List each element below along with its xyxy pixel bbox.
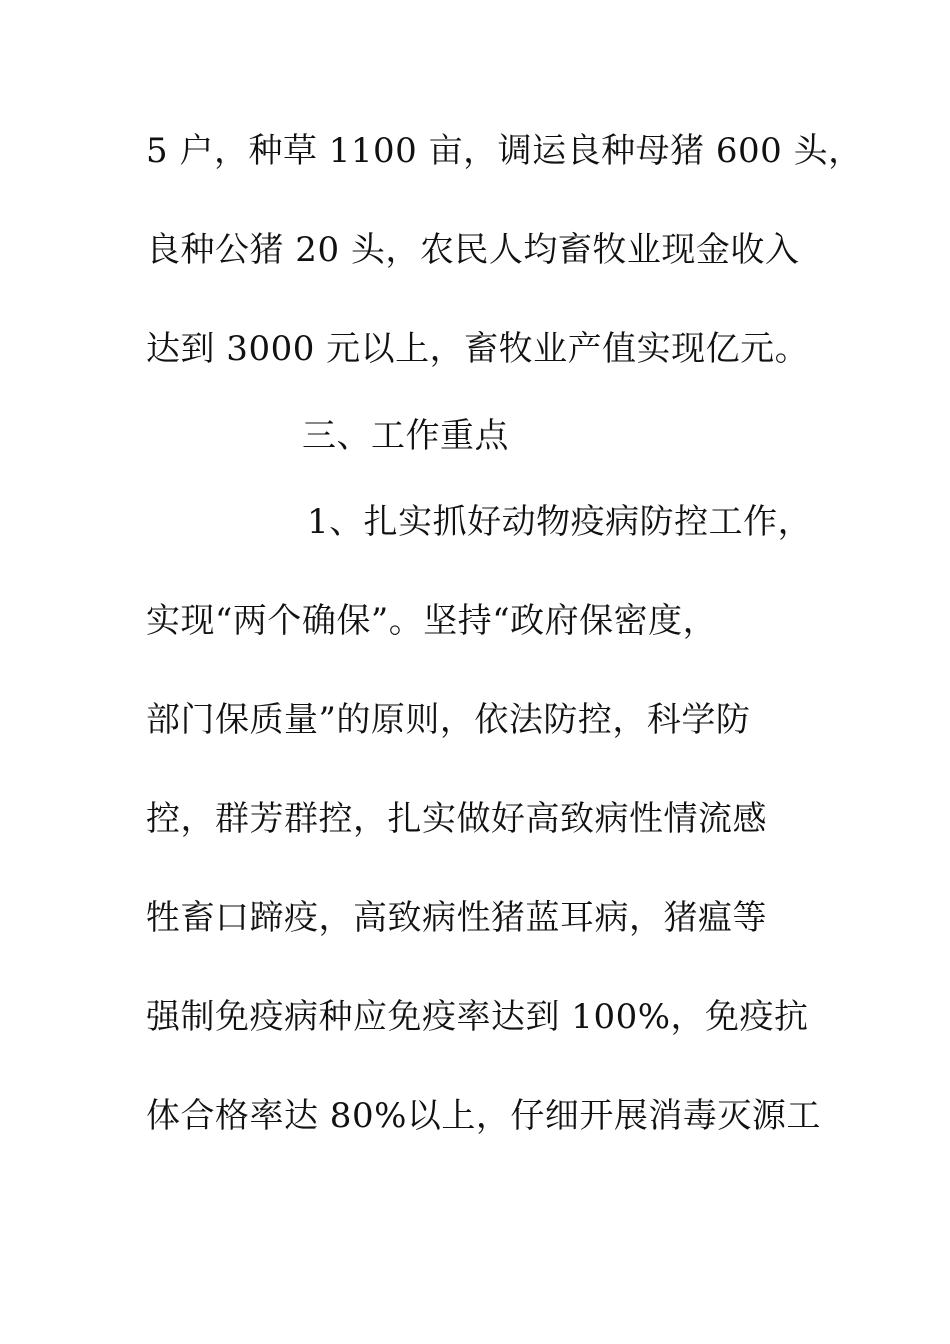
paragraph-first-line: 1、扎实抓好动物疫病防控工作， bbox=[307, 502, 813, 542]
text-line: 达到 3000 元以上，畜牧业产值实现亿元。 bbox=[146, 329, 810, 369]
text-line: 控，群芳群控，扎实做好高致病性情流感 bbox=[146, 799, 767, 839]
text-line: 实现“两个确保”。坚持“政府保密度， bbox=[146, 601, 718, 641]
section-heading: 三、工作重点 bbox=[302, 416, 509, 456]
text-line: 体合格率达 80%以上，仔细开展消毒灭源工 bbox=[146, 1096, 821, 1136]
text-line: 强制免疫病种应免疫率达到 100%，免疫抗 bbox=[146, 997, 809, 1037]
text-line: 牲畜口蹄疫，高致病性猪蓝耳病，猪瘟等 bbox=[146, 898, 767, 938]
text-line: 部门保质量”的原则，依法防控，科学防 bbox=[146, 700, 751, 740]
text-line: 良种公猪 20 头，农民人均畜牧业现金收入 bbox=[146, 230, 800, 270]
text-line: 5 户，种草 1100 亩，调运良种母猪 600 头， bbox=[146, 131, 863, 171]
